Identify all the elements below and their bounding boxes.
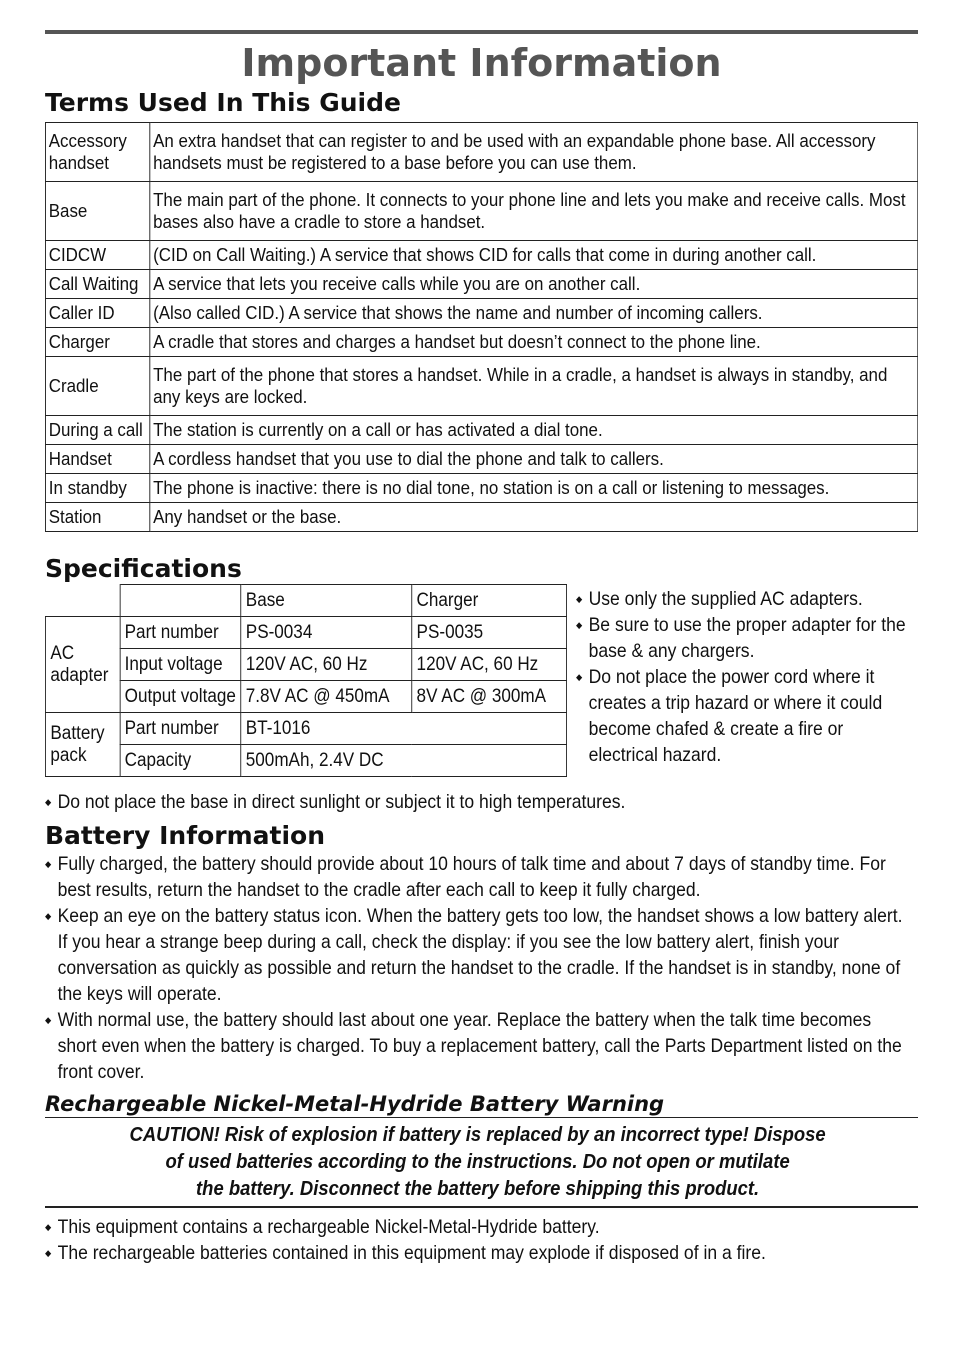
spec-after-note-list: [45, 789, 909, 815]
spec-row: [45, 617, 566, 649]
term-name: Charger: [45, 328, 149, 357]
caution-box: [45, 1118, 918, 1208]
term-name: Caller ID: [45, 299, 149, 328]
term-definition: A cordless handset that you use to dial the phone and talk to callers.: [150, 445, 918, 474]
term-row: [45, 299, 917, 328]
battery-bullet: ◆ Fully charged, the battery should provide about 10 hours of talk time and about 7 days of standby time. For best results, return the handset to the cradle after each call to keep it fully charged.: [45, 851, 914, 903]
spec-note: ◆ Use only the supplied AC adapters.: [576, 586, 909, 612]
specs-heading: Specifications: [45, 554, 242, 583]
spec-battery-label: Battery pack: [45, 713, 119, 777]
term-row: [45, 123, 917, 182]
terms-table-wrap: [45, 118, 918, 532]
term-name: During a call: [45, 416, 149, 445]
battery-bullet: ◆ With normal use, the battery should last about one year. Replace the battery when the talk time becomes short even when the battery is charged. To buy a replacement battery, call the Parts Department listed on the front cover.: [45, 1007, 914, 1085]
spec-row: [45, 745, 566, 777]
spec-cell: 500mAh, 2.4V DC: [241, 745, 567, 777]
spec-note: ◆ Be sure to use the proper adapter for the base & any chargers.: [576, 612, 909, 664]
page: [45, 30, 918, 1266]
term-definition: Any handset or the base.: [150, 503, 918, 532]
term-row: [45, 503, 917, 532]
spec-note: ◆ Do not place the power cord where it creates a trip hazard or where it could become chafed & create a fire or electrical hazard.: [576, 664, 909, 768]
spec-header-row: [45, 585, 566, 617]
specs-block: [45, 584, 918, 777]
term-name: In standby: [45, 474, 149, 503]
spec-row: [45, 681, 566, 713]
battery-heading: Battery Information: [45, 821, 326, 850]
terms-heading: Terms Used In This Guide: [45, 88, 401, 117]
spec-corner: [45, 585, 119, 617]
term-name: Accessory handset: [45, 123, 149, 182]
page-title: Important Information: [241, 41, 722, 85]
spec-row: [45, 713, 566, 745]
spec-notes-list: [576, 586, 909, 768]
spec-col-charger: Charger: [412, 585, 567, 617]
term-definition: (CID on Call Waiting.) A service that shows CID for calls that come in during another call.: [150, 241, 918, 270]
spec-after-note: ◆ Do not place the base in direct sunlight or subject it to high temperatures.: [45, 789, 909, 815]
spec-cell: BT-1016: [241, 713, 567, 745]
top-rule: [45, 30, 918, 34]
term-definition: The phone is inactive: there is no dial tone, no station is on a call or listening to messages.: [150, 474, 918, 503]
term-row: [45, 445, 917, 474]
spec-cell: Output voltage: [120, 681, 241, 713]
warning-bullets: [45, 1214, 914, 1266]
spec-cell: PS-0035: [412, 617, 567, 649]
term-row: [45, 416, 917, 445]
term-row: [45, 328, 917, 357]
warning-bullet: ◆ The rechargeable batteries contained in this equipment may explode if disposed of in a fire.: [45, 1240, 914, 1266]
battery-bullet: ◆ Keep an eye on the battery status icon. When the battery gets too low, the handset shows a low battery alert. If you hear a strange beep during a call, check the display: if you see the low battery alert, finish your conversation as quickly as possible and return the handset to the cradle. If the handset is in standby, none of the keys will operate.: [45, 903, 914, 1007]
warning-heading: Rechargeable Nickel-Metal-Hydride Battery Warning: [45, 1091, 918, 1118]
spec-cell: 120V AC, 60 Hz: [412, 649, 567, 681]
terms-table: [45, 122, 918, 532]
spec-cell: Input voltage: [120, 649, 241, 681]
spec-cell: 120V AC, 60 Hz: [241, 649, 412, 681]
term-name: Cradle: [45, 357, 149, 416]
spec-table-wrap: [45, 584, 568, 777]
caution-line: CAUTION! Risk of explosion if battery is replaced by an incorrect type! Dispose: [129, 1123, 826, 1146]
term-definition: A cradle that stores and charges a handset but doesn’t connect to the phone line.: [150, 328, 918, 357]
term-name: Handset: [45, 445, 149, 474]
spec-cell: Part number: [120, 713, 241, 745]
warning-bullet: ◆ This equipment contains a rechargeable Nickel-Metal-Hydride battery.: [45, 1214, 914, 1240]
battery-bullets: [45, 851, 914, 1085]
term-definition: The part of the phone that stores a handset. While in a cradle, a handset is always in standby, and any keys are locked.: [150, 357, 918, 416]
spec-blank-header: [120, 585, 241, 617]
spec-cell: Capacity: [120, 745, 241, 777]
spec-cell: Part number: [120, 617, 241, 649]
term-row: [45, 474, 917, 503]
term-row: [45, 357, 917, 416]
term-row: [45, 182, 917, 241]
spec-notes: [576, 584, 916, 777]
spec-cell: PS-0034: [241, 617, 412, 649]
spec-cell: 7.8V AC @ 450mA: [241, 681, 412, 713]
caution-line: the battery. Disconnect the battery before shipping this product.: [196, 1177, 760, 1200]
spec-cell: 8V AC @ 300mA: [412, 681, 567, 713]
term-name: Base: [45, 182, 149, 241]
term-name: Call Waiting: [45, 270, 149, 299]
term-row: [45, 270, 917, 299]
term-definition: A service that lets you receive calls while you are on another call.: [150, 270, 918, 299]
term-definition: The main part of the phone. It connects to your phone line and lets you make and receive calls. Most bases also have a cradle to store a handset.: [150, 182, 918, 241]
term-definition: (Also called CID.) A service that shows the name and number of incoming callers.: [150, 299, 918, 328]
spec-ac-label: AC adapter: [45, 617, 119, 713]
term-name: CIDCW: [45, 241, 149, 270]
term-definition: The station is currently on a call or has activated a dial tone.: [150, 416, 918, 445]
term-name: Station: [45, 503, 149, 532]
spec-row: [45, 649, 566, 681]
spec-table: [45, 584, 567, 777]
term-definition: An extra handset that can register to and be used with an expandable phone base. All accessory handsets must be registered to a base before you can use them.: [150, 123, 918, 182]
spec-col-base: Base: [241, 585, 412, 617]
term-row: [45, 241, 917, 270]
caution-line: of used batteries according to the instructions. Do not open or mutilate: [165, 1150, 790, 1173]
